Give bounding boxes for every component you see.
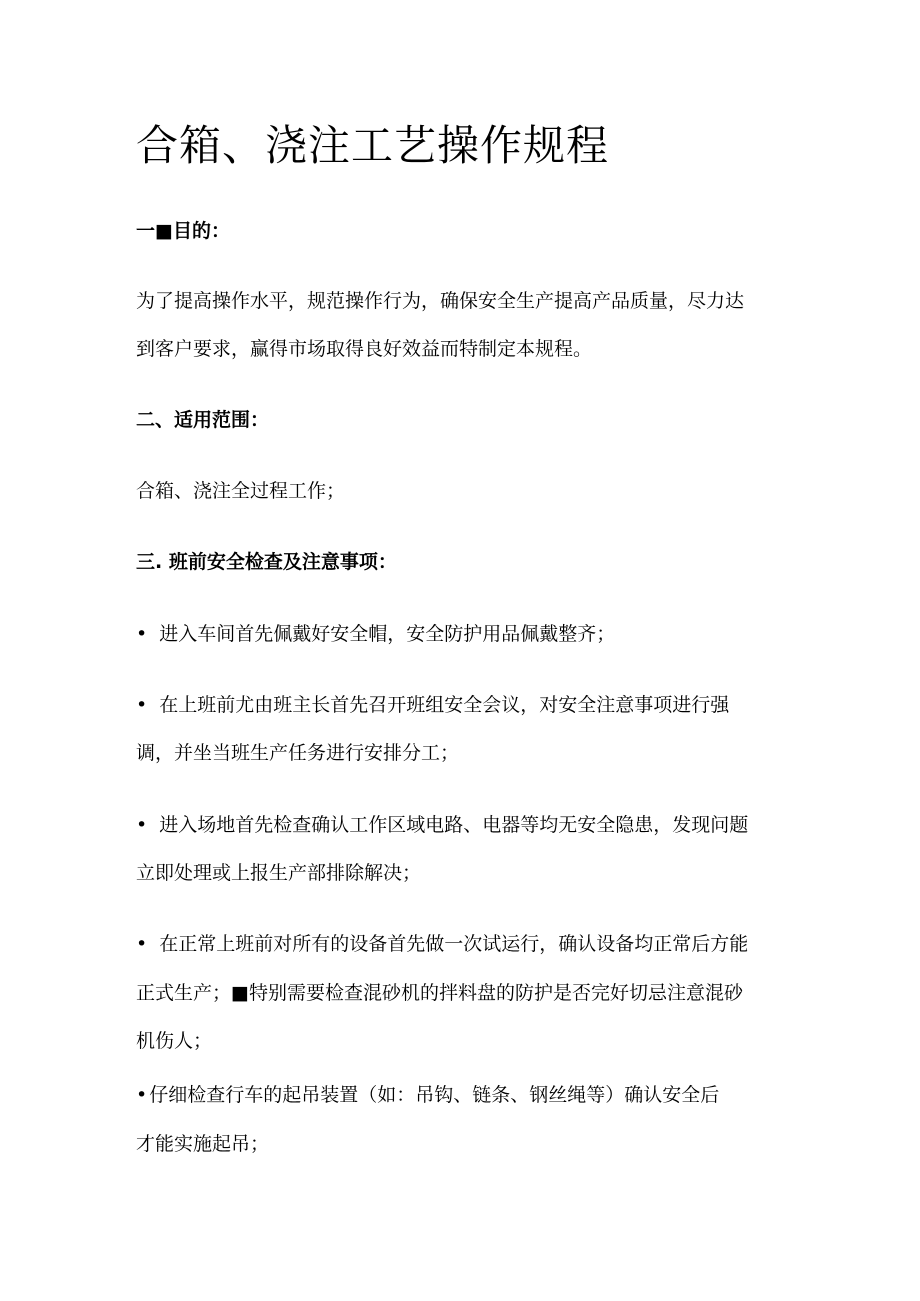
- safety-item-5-text-1: 仔细检查行车的起吊装置（如：吊钩、链条、钢丝绳等）确认安全后: [149, 1084, 720, 1106]
- safety-item-2-line-1: [136, 690, 729, 720]
- purpose-line-1: 为了提高操作水平，规范操作行为，确保安全生产提高产品质量，尽力达: [136, 290, 745, 312]
- section-heading-safety: 三. 班前安全检查及注意事项：: [136, 551, 397, 573]
- safety-item-1-text: 进入车间首先佩戴好安全帽，安全防护用品佩戴整齐；: [159, 623, 616, 645]
- section-heading-scope: 二、适用范围：: [136, 409, 270, 431]
- purpose-line-2: 到客户要求，赢得市场取得良好效益而特制定本规程。: [136, 338, 593, 360]
- safety-item-3-text-1: 进入场地首先检查确认工作区域电路、电器等均无安全隐患，发现问题: [159, 814, 749, 836]
- bullet-icon: •: [136, 933, 148, 955]
- safety-item-3-line-1: [136, 810, 748, 840]
- bullet-icon: •: [136, 694, 148, 716]
- safety-item-1-line-1: [136, 619, 615, 649]
- safety-item-2-line-2: 调，并坐当班生产任务进行安排分工；: [136, 742, 460, 764]
- safety-item-4-line-3: 机伤人；: [136, 1030, 213, 1052]
- scope-text: 合箱、浇注全过程工作；: [136, 480, 346, 502]
- bullet-icon: •: [136, 623, 148, 645]
- safety-item-2-text-1: 在上班前尤由班主长首先召开班组安全会议，对安全注意事项进行强: [159, 694, 730, 716]
- bullet-icon: •: [136, 814, 148, 836]
- document-title: 合箱、浇注工艺操作规程: [136, 121, 610, 170]
- safety-item-5-line-1: [136, 1080, 719, 1110]
- safety-item-3-line-2: 立即处理或上报生产部排除解决；: [136, 862, 422, 884]
- safety-item-4-line-1: [136, 929, 748, 959]
- safety-item-5-line-2: 才能实施起吊；: [136, 1133, 270, 1155]
- bullet-icon: •: [136, 1084, 148, 1106]
- safety-item-4-text-1: 在正常上班前对所有的设备首先做一次试运行，确认设备均正常后方能: [159, 933, 749, 955]
- safety-item-4-line-2: 正式生产；■特别需要检查混砂机的拌料盘的防护是否完好切忌注意混砂: [136, 982, 743, 1004]
- section-heading-purpose: 一■目的：: [136, 220, 230, 242]
